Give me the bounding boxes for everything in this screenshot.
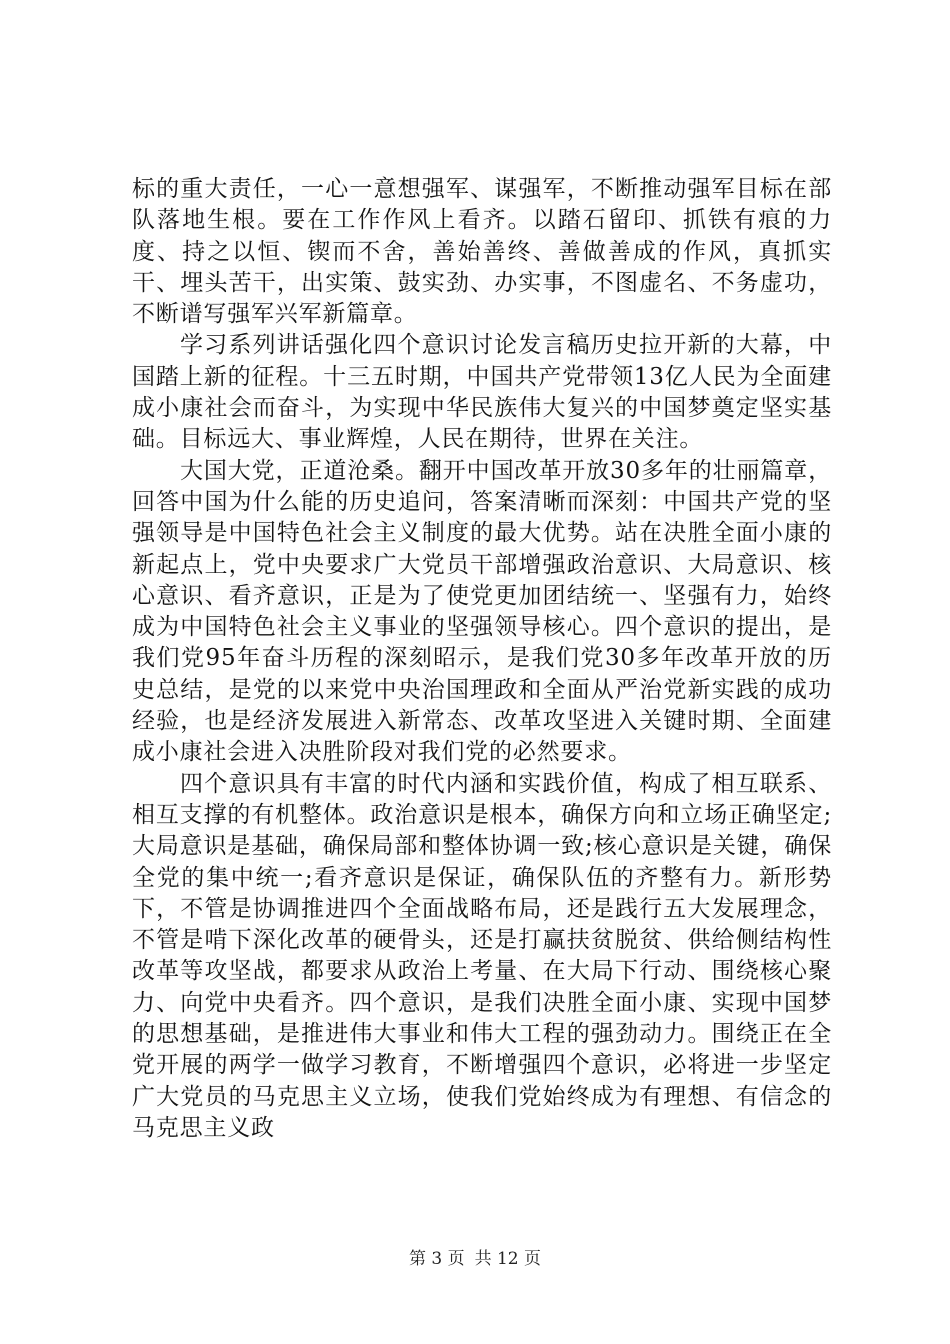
paragraph-3: 大国大党，正道沧桑。翻开中国改革开放30多年的壮丽篇章，回答中国为什么能的历史追问，答案清晰而深刻：中国共产党的坚强领导是中国特色社会主义制度的最大优势。站在决胜全面小康的新起点上，党中央要求广大党员干部增强政治意识、大局意识、核心意识、看齐意识，正是为了使党更加团结统一、坚强有力，始终成为中国特色社会主义事业的坚强领导核心。四个意识的提出，是我们党95年奋斗历程的深刻昭示，是我们党30多年改革开放的历史总结，是党的以来党中央治国理政和全面从严治党新实践的成功经验，也是经济发展进入新常态、改革攻坚进入关键时期、全面建成小康社会进入决胜阶段对我们党的必然要求。	[132, 457, 832, 766]
paragraph-2: 学习系列讲话强化四个意识讨论发言稿历史拉开新的大幕，中国踏上新的征程。十三五时期，中国共产党带领13亿人民为全面建成小康社会而奋斗，为实现中华民族伟大复兴的中国梦奠定坚实基础。目标远大、事业辉煌，人民在期待，世界在关注。	[132, 332, 832, 453]
paragraph-1: 标的重大责任，一心一意想强军、谋强军，不断推动强军目标在部队落地生根。要在工作作风上看齐。以踏石留印、抓铁有痕的力度、持之以恒、锲而不舍，善始善终、善做善成的作风，真抓实干、埋头苦干，出实策、鼓实劲、办实事，不图虚名、不务虚功，不断谱写强军兴军新篇章。	[132, 176, 832, 328]
page-footer	[0, 1244, 950, 1269]
paragraph-4: 四个意识具有丰富的时代内涵和实践价值，构成了相互联系、相互支撑的有机整体。政治意识是根本，确保方向和立场正确坚定;大局意识是基础，确保局部和整体协调一致;核心意识是关键，确保全党的集中统一;看齐意识是保证，确保队伍的齐整有力。新形势下，不管是协调推进四个全面战略布局，还是践行五大发展理念，不管是啃下深化改革的硬骨头，还是打赢扶贫脱贫、供给侧结构性改革等攻坚战，都要求从政治上考量、在大局下行动、围绕核心聚力、向党中央看齐。四个意识，是我们决胜全面小康、实现中国梦的思想基础，是推进伟大事业和伟大工程的强劲动力。围绕正在全党开展的两学一做学习教育，不断增强四个意识，必将进一步坚定广大党员的马克思主义立场，使我们党始终成为有理想、有信念的马克思主义政	[132, 770, 832, 1141]
page-total: 共 12 页	[474, 1249, 542, 1269]
page-number: 第 3 页	[408, 1249, 465, 1269]
document-body	[132, 174, 832, 1144]
